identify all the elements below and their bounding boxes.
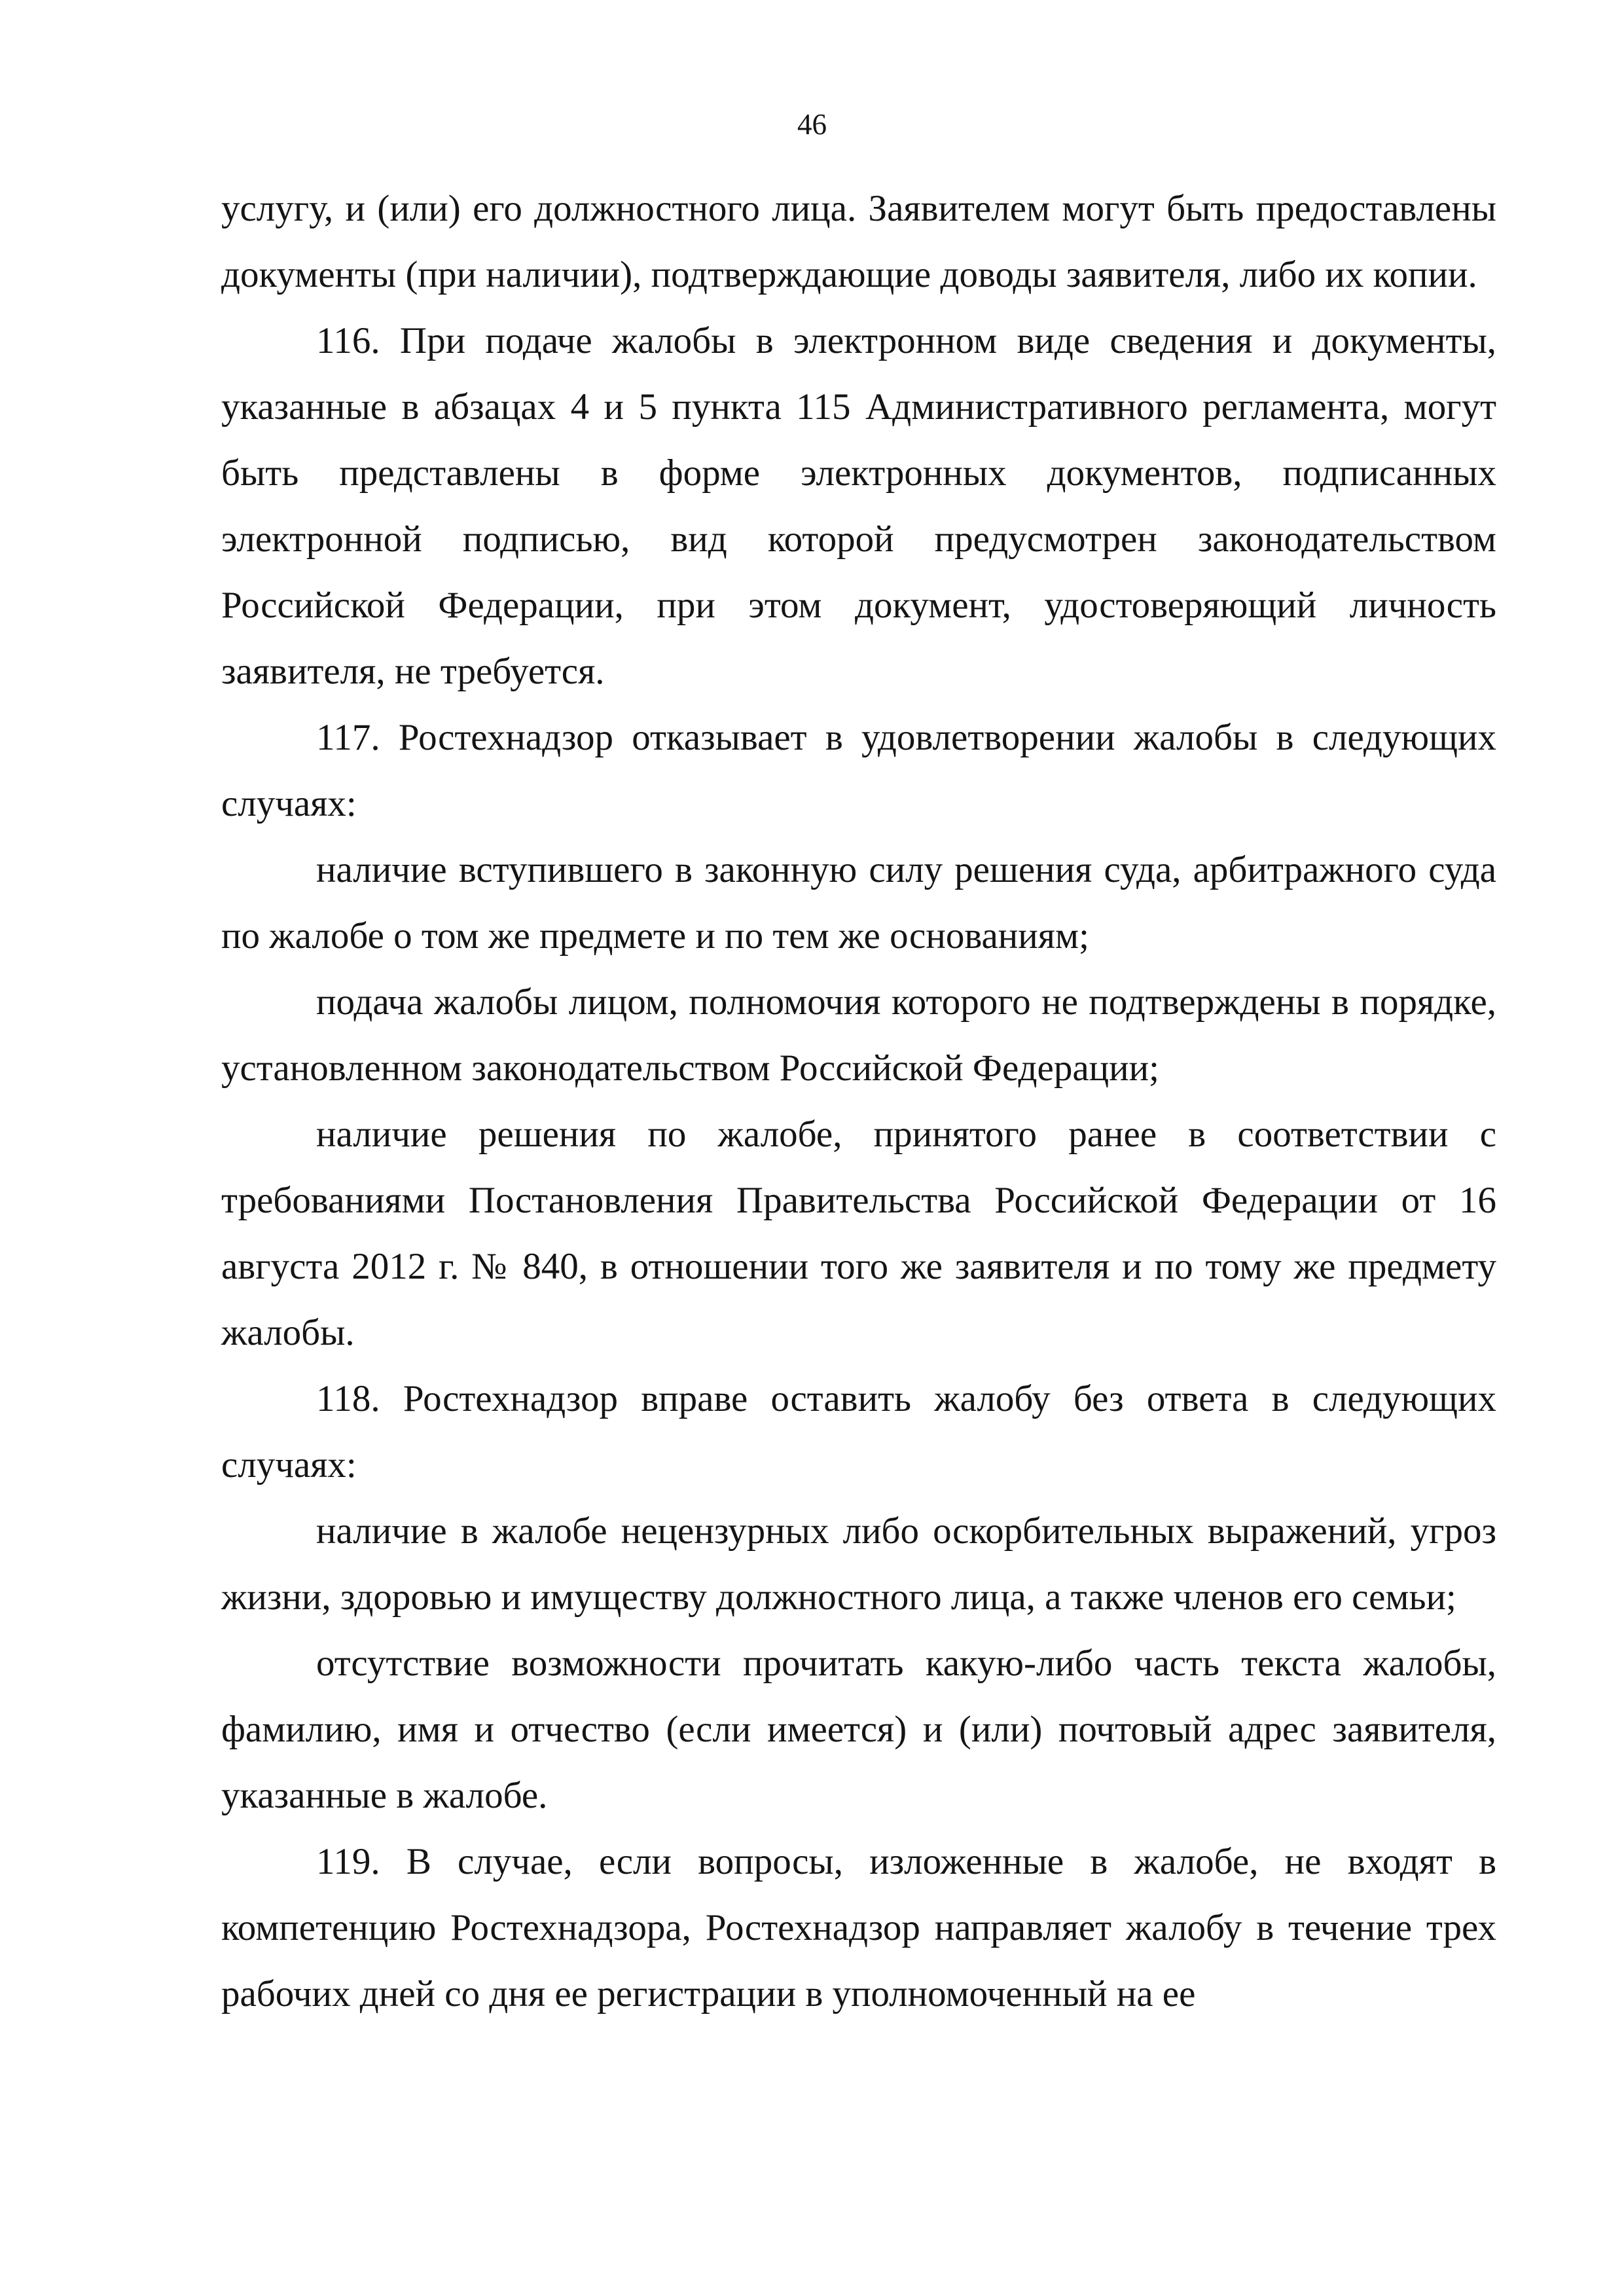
- paragraph-118-item-1: наличие в жалобе нецензурных либо оскорбительных выражений, угроз жизни, здоровью и имуществу должностного лица, а также членов его семьи;: [221, 1510, 1496, 1618]
- paragraph-118-item-2: отсутствие возможности прочитать какую-либо часть текста жалобы, фамилию, имя и отчество (если имеется) и (или) почтовый адрес заявителя, указанные в жалобе.: [221, 1643, 1496, 1816]
- paragraph-117-item-1: наличие вступившего в законную силу решения суда, арбитражного суда по жалобе о том же предмете и по тем же основаниям;: [221, 849, 1496, 957]
- paragraph-117: 117. Ростехнадзор отказывает в удовлетворении жалобы в следующих случаях:: [221, 717, 1496, 824]
- paragraph-117-item-3: наличие решения по жалобе, принятого ранее в соответствии с требованиями Постановления Правительства Российской Федерации от 16 августа 2012 г. № 840, в отношении того же заявителя и по тому же предмету жалобы.: [221, 1114, 1496, 1353]
- page-number: 46: [797, 108, 827, 141]
- paragraph-117-item-2: подача жалобы лицом, полномочия которого не подтверждены в порядке, установленном законодательством Российской Федерации;: [221, 981, 1496, 1089]
- paragraph-116: 116. При подаче жалобы в электронном виде сведения и документы, указанные в абзацах 4 и 5 пункта 115 Административного регламента, могут быть представлены в форме электронных документов, подписанных электронной подписью, вид которой предусмотрен законодательством Российской Федерации, при этом документ, удостоверяющий личность заявителя, не требуется.: [221, 320, 1496, 692]
- document-body: [221, 175, 1496, 2027]
- paragraph-continuation: услугу, и (или) его должностного лица. Заявителем могут быть предоставлены документы (при наличии), подтверждающие доводы заявителя, либо их копии.: [221, 188, 1496, 295]
- paragraph-119: 119. В случае, если вопросы, изложенные в жалобе, не входят в компетенцию Ростехнадзора, Ростехнадзор направляет жалобу в течение трех рабочих дней со дня ее регистрации в уполномоченный на ее: [221, 1841, 1496, 2014]
- paragraph-118: 118. Ростехнадзор вправе оставить жалобу без ответа в следующих случаях:: [221, 1378, 1496, 1485]
